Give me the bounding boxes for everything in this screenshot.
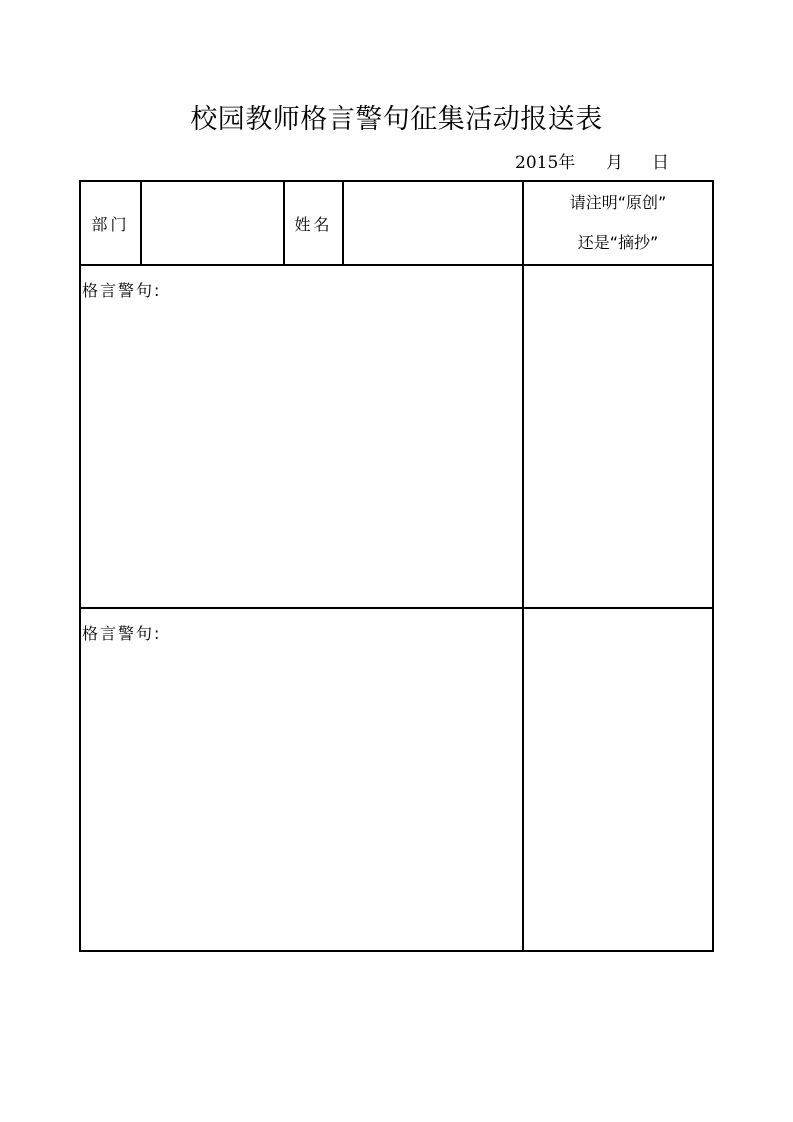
entry-row-1 bbox=[80, 265, 713, 608]
entry-1-originality-field[interactable] bbox=[523, 265, 713, 608]
entry-2-originality-field[interactable] bbox=[523, 608, 713, 951]
date-month: 月 bbox=[606, 153, 623, 173]
originality-note-cell bbox=[523, 181, 713, 265]
name-label: 姓名 bbox=[294, 214, 333, 234]
entry-2-label: 格言警句: bbox=[82, 624, 162, 643]
department-label: 部门 bbox=[91, 214, 130, 234]
name-label-cell bbox=[284, 181, 343, 265]
page-title: 校园教师格言警句征集活动报送表 bbox=[190, 104, 603, 135]
entry-1-content-field[interactable] bbox=[80, 265, 523, 608]
entry-row-2 bbox=[80, 608, 713, 951]
originality-note-line-2: 还是“摘抄” bbox=[577, 233, 659, 252]
date-day: 日 bbox=[652, 153, 669, 173]
entry-1-label: 格言警句: bbox=[82, 281, 162, 300]
date-year: 2015年 bbox=[515, 153, 576, 173]
entry-2-content-field[interactable] bbox=[80, 608, 523, 951]
submission-form-table bbox=[79, 180, 714, 952]
name-field[interactable] bbox=[343, 181, 523, 265]
originality-note-line-1: 请注明“原创” bbox=[569, 193, 667, 212]
header-row bbox=[80, 181, 713, 265]
department-label-cell bbox=[80, 181, 141, 265]
department-field[interactable] bbox=[141, 181, 284, 265]
